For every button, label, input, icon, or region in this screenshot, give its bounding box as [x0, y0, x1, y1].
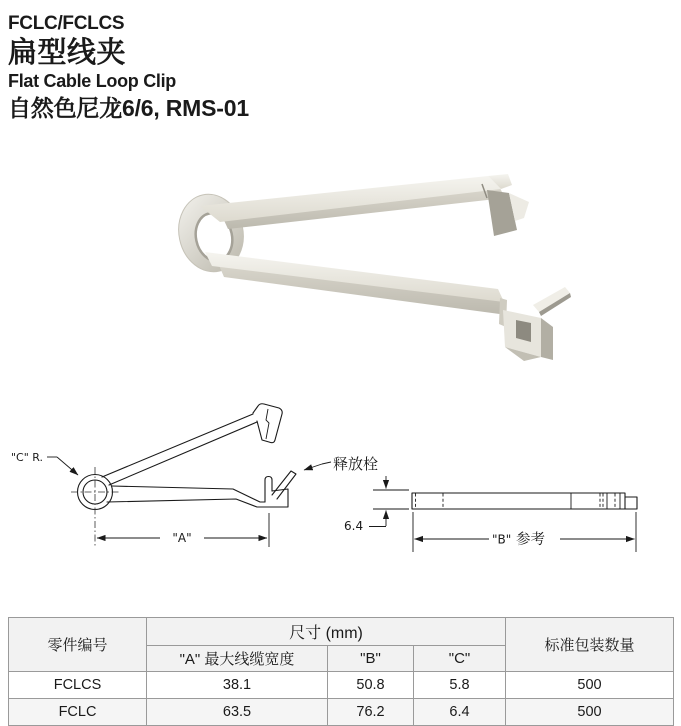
col-header-part-number: 零件编号 [9, 618, 147, 672]
dimension-drawing-edge-view [344, 476, 637, 552]
cell-part: FCLCS [9, 672, 147, 699]
cell-qty: 500 [506, 699, 674, 726]
col-header-b: "B" [328, 646, 414, 672]
part-series: FCLC/FCLCS [8, 13, 125, 34]
product-render-image [172, 174, 571, 361]
table-row [9, 699, 674, 726]
dim-b-label: "B" [492, 532, 512, 547]
cell-dim-c: 5.8 [414, 672, 506, 699]
cell-dim-a: 38.1 [147, 672, 328, 699]
cell-dim-a: 63.5 [147, 699, 328, 726]
cell-part: FCLC [9, 699, 147, 726]
thickness-label: 6.4 [344, 519, 364, 533]
title-block [8, 14, 249, 120]
dim-c-radius-label: "C" R. [11, 451, 44, 464]
dim-b-ref-label: 参考 [516, 532, 545, 548]
page-title-en: Flat Cable Loop Clip [8, 71, 176, 92]
col-header-c: "C" [414, 646, 506, 672]
cell-qty: 500 [506, 672, 674, 699]
cell-dim-b: 50.8 [328, 672, 414, 699]
col-header-dimensions-group: 尺寸 (mm) [147, 618, 506, 646]
dim-a-label: "A" [172, 531, 192, 545]
page-title-zh: 扁型线夹 [8, 36, 127, 69]
table-row [9, 672, 674, 699]
col-header-qty: 标准包装数量 [506, 618, 674, 672]
cell-dim-c: 6.4 [414, 699, 506, 726]
cell-dim-b: 76.2 [328, 699, 414, 726]
release-pin-label: 释放栓 [333, 455, 379, 473]
spec-table [8, 617, 674, 726]
dimension-drawing-side-view [11, 404, 378, 547]
material-spec: 自然色尼龙6/6, RMS-01 [8, 95, 249, 122]
col-header-a: "A" 最大线缆宽度 [147, 646, 328, 672]
